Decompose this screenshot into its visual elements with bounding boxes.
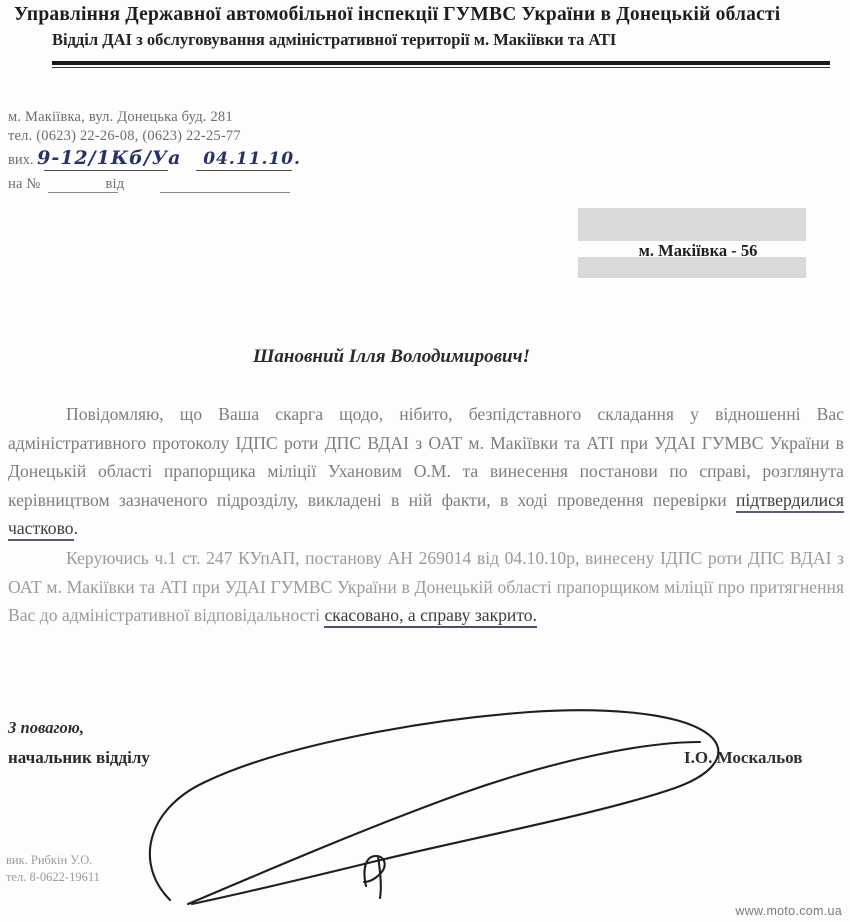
body-paragraph-2 [8, 544, 844, 630]
body-paragraph-2-text: Керуючись ч.1 ст. 247 КУпАП, постанову АН 269014 від 04.10.10р, винесену ІДПС роти ДПС ВДАІ з ОАТ м. Макіївки та АТІ при УДАІ ГУМВС України в Донецькій області прапорщиком міліції про притягнення Вас до адміністративної відповідальності [8, 547, 844, 626]
sender-phones: тел. (0623) 22-26-08, (0623) 22-25-77 [8, 128, 241, 144]
reference-date-label: від [105, 176, 125, 192]
outgoing-number-value: 9-12/1Кб/Уа [37, 147, 182, 169]
footer-line-2: тел. 8-0622-19611 [6, 870, 100, 884]
recipient-redaction-top [578, 208, 806, 241]
signature-name: І.О. Москальов [684, 748, 803, 767]
signature-title: начальник відділу [8, 748, 150, 767]
watermark: www.moto.com.ua [735, 904, 842, 918]
letterhead-divider-thick [52, 61, 830, 65]
body-paragraph-2-underlined: скасовано, а справу закрито. [324, 605, 537, 628]
footer-executor-info [6, 852, 100, 886]
body-paragraph-1 [8, 400, 844, 543]
body-paragraph-1-underlined: підтвердилися частково [8, 490, 844, 542]
body-paragraph-1-end: . [73, 518, 78, 539]
reference-number-label: на № [8, 176, 41, 192]
reference-number-row [8, 176, 124, 193]
sender-address: м. Макіївка, вул. Донецька буд. 281 [8, 109, 233, 125]
reference-number-underline [48, 192, 118, 193]
recipient-block [578, 208, 806, 278]
outgoing-number-label: вих. [8, 152, 34, 168]
outgoing-number-underline [44, 170, 168, 171]
reference-date-underline [160, 192, 290, 193]
letter-body [8, 400, 844, 630]
signature-regards: З повагою, [8, 718, 84, 737]
letterhead-line-2: Відділ ДАІ з обслуговування адміністративної території м. Макіївки та АТІ [52, 30, 617, 49]
footer-line-1: вик. Рибкін У.О. [6, 853, 93, 867]
handwritten-signature [130, 690, 750, 922]
letterhead-line-1: Управління Державної автомобільної інспекції ГУМВС України в Донецькій області [14, 4, 781, 25]
salutation: Шановний Ілля Володимирович! [253, 346, 530, 367]
body-paragraph-1-text: Повідомляю, що Ваша скарга щодо, нібито, безпідставного складання у відношенні Вас адміністративного протоколу ІДПС роти ДПС ВДАІ з ОАТ м. Макіївки та АТІ при УДАІ ГУМВС України в Донецькій області прапорщика міліції Ухановим О.М. та винесення постанови по справі, розглянута керівництвом зазначеного підрозділу, викладені в ній факти, в ході проведення перевірки [8, 404, 844, 510]
recipient-city-line: м. Макіївка - 56 [638, 241, 758, 260]
outgoing-number-row [8, 147, 301, 169]
outgoing-date-underline [196, 170, 292, 171]
sender-address-block [8, 108, 241, 146]
letterhead-divider-thin [52, 67, 830, 68]
outgoing-date-value: 04.11.10. [203, 149, 301, 169]
